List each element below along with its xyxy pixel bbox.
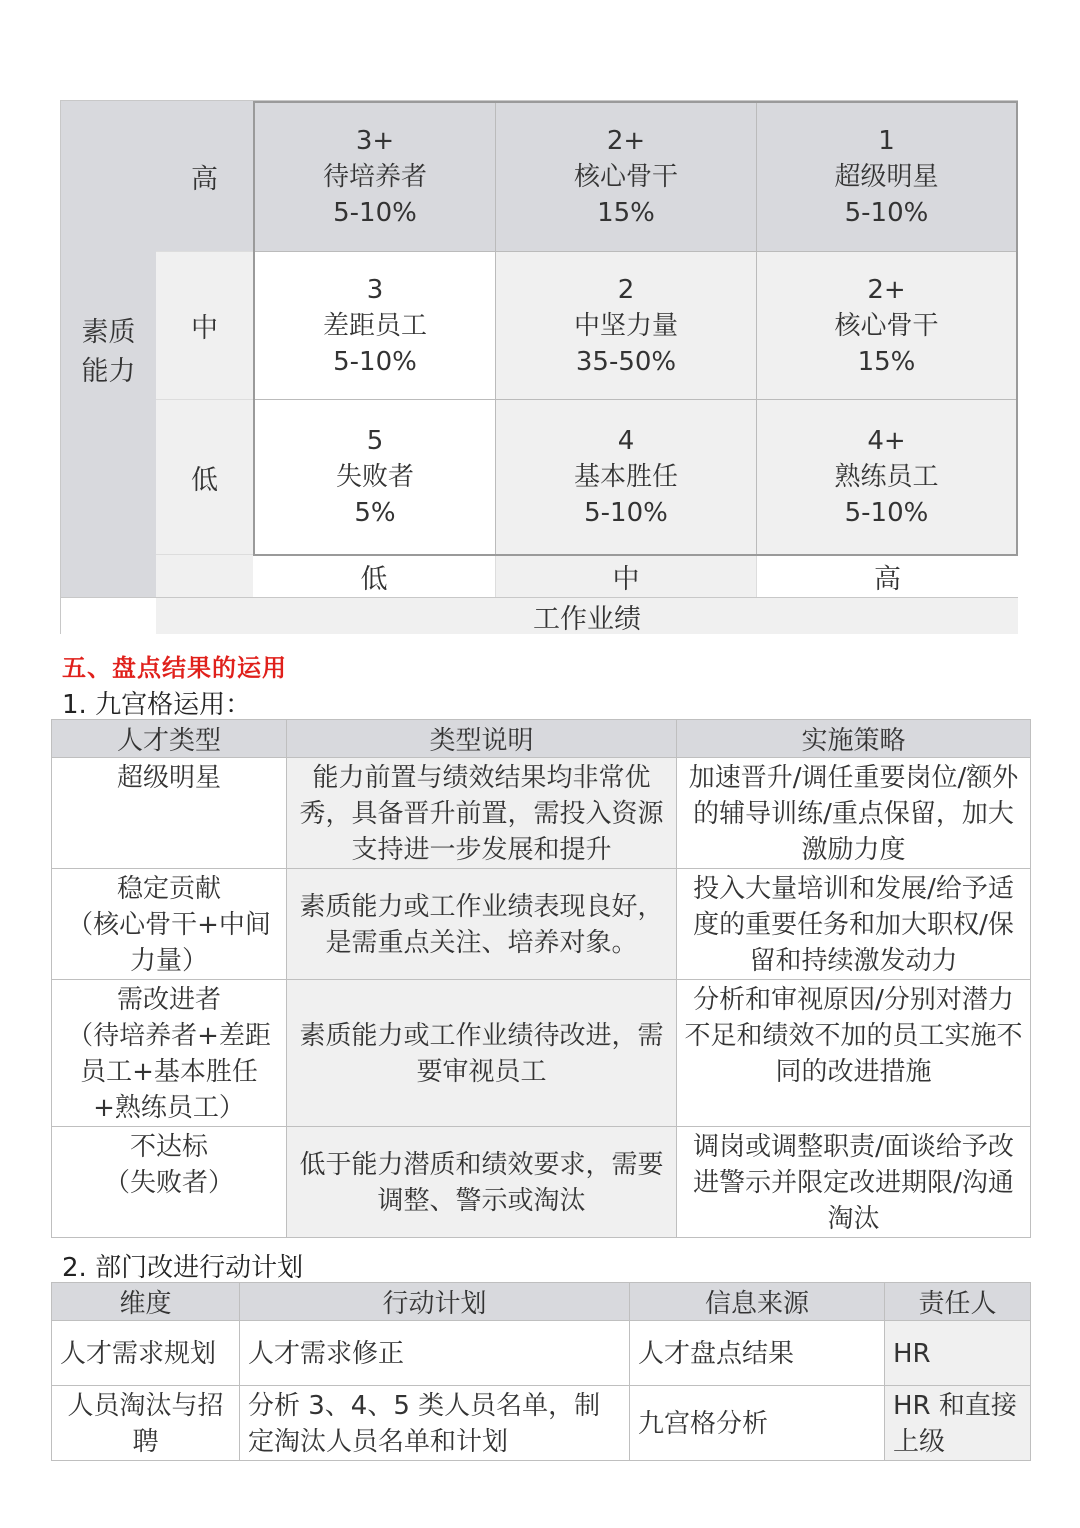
cell-name: 失败者 bbox=[335, 462, 414, 492]
grid-cell-4plus bbox=[757, 400, 1016, 554]
table-row bbox=[52, 980, 1031, 1127]
grid-cell-3plus bbox=[255, 103, 496, 252]
grid-cell-5 bbox=[255, 400, 496, 554]
strategy: 调岗或调整职责/面谈给予改进警示并限定改进期限/沟通淘汰 bbox=[677, 1127, 1031, 1238]
cell-name: 基本胜任 bbox=[573, 462, 678, 492]
type-description: 素质能力或工作业绩待改进，需要审视员工 bbox=[287, 980, 677, 1127]
talent-type: 不达标 （失败者） bbox=[52, 1127, 287, 1238]
sub-heading-action-plan: 2. 部门改进行动计划 bbox=[62, 1253, 304, 1283]
table-row bbox=[52, 758, 1031, 869]
y-axis-label: 素质 能力 bbox=[61, 101, 156, 597]
row-level-low: 低 bbox=[156, 399, 253, 554]
row-level-high: 高 bbox=[156, 101, 253, 251]
section-heading: 五、盘点结果的运用 bbox=[62, 654, 287, 682]
cell-code: 5 bbox=[366, 426, 384, 456]
talent-type: 稳定贡献 （核心骨干+中间力量） bbox=[52, 869, 287, 980]
cell-percent: 5-10% bbox=[844, 498, 929, 528]
dimension: 人才需求规划 bbox=[52, 1321, 240, 1386]
owner: HR bbox=[885, 1321, 1031, 1386]
cell-percent: 35-50% bbox=[575, 346, 677, 377]
cell-code: 2 bbox=[617, 274, 635, 305]
cell-code: 4 bbox=[617, 426, 635, 456]
cell-percent: 5% bbox=[354, 498, 396, 528]
column-header: 实施策略 bbox=[677, 720, 1031, 758]
talent-type: 超级明星 bbox=[52, 758, 287, 869]
cell-percent: 15% bbox=[597, 198, 655, 228]
col-level-high: 高 bbox=[757, 556, 1018, 597]
table-header-row bbox=[52, 720, 1031, 758]
table-row bbox=[52, 869, 1031, 980]
cell-code: 2+ bbox=[867, 274, 906, 305]
nine-grid bbox=[60, 100, 1018, 634]
cell-name: 中坚力量 bbox=[573, 310, 678, 341]
cell-percent: 5-10% bbox=[333, 198, 417, 228]
grid-cell-1 bbox=[757, 103, 1016, 252]
corner-cell bbox=[61, 597, 156, 634]
cell-name: 待培养者 bbox=[322, 162, 427, 192]
table-header-row bbox=[52, 1283, 1031, 1321]
x-axis-label: 工作业绩 bbox=[156, 597, 1018, 634]
column-header: 人才类型 bbox=[52, 720, 287, 758]
type-description: 素质能力或工作业绩表现良好，是需重点关注、培养对象。 bbox=[287, 869, 677, 980]
grid-cell-4 bbox=[496, 400, 757, 554]
dimension: 人员淘汰与招聘 bbox=[52, 1386, 240, 1461]
matrix-frame bbox=[253, 101, 1018, 556]
col-level-low: 低 bbox=[253, 556, 496, 597]
cell-percent: 5-10% bbox=[333, 346, 417, 377]
action-plan: 分析 3、4、5 类人员名单，制定淘汰人员名单和计划 bbox=[240, 1386, 630, 1461]
blank-cell bbox=[156, 554, 253, 597]
cell-code: 3 bbox=[366, 274, 384, 305]
action-plan: 人才需求修正 bbox=[240, 1321, 630, 1386]
grid-cell-2 bbox=[496, 252, 757, 400]
grid-cell-3 bbox=[255, 252, 496, 400]
cell-name: 超级明星 bbox=[834, 162, 939, 192]
cell-name: 差距员工 bbox=[322, 310, 427, 341]
grid-cell-2plus-top bbox=[496, 103, 757, 252]
strategy: 分析和审视原因/分别对潜力不足和绩效不加的员工实施不同的改进措施 bbox=[677, 980, 1031, 1127]
column-header: 维度 bbox=[52, 1283, 240, 1321]
info-source: 九宫格分析 bbox=[630, 1386, 885, 1461]
cell-percent: 15% bbox=[857, 346, 916, 377]
cell-code: 4+ bbox=[867, 426, 906, 456]
sub-heading-nine-grid: 1. 九宫格运用： bbox=[62, 690, 252, 720]
column-header: 信息来源 bbox=[630, 1283, 885, 1321]
row-level-mid: 中 bbox=[156, 251, 253, 399]
owner: HR 和直接上级 bbox=[885, 1386, 1031, 1461]
info-source: 人才盘点结果 bbox=[630, 1321, 885, 1386]
grid-cell-2plus-mid bbox=[757, 252, 1016, 400]
column-header: 类型说明 bbox=[287, 720, 677, 758]
strategy: 加速晋升/调任重要岗位/额外的辅导训练/重点保留，加大激励力度 bbox=[677, 758, 1031, 869]
table-row bbox=[52, 1321, 1031, 1386]
cell-name: 核心骨干 bbox=[834, 310, 939, 341]
col-level-mid: 中 bbox=[496, 556, 757, 597]
type-description: 能力前置与绩效结果均非常优秀，具备晋升前置，需投入资源支持进一步发展和提升 bbox=[287, 758, 677, 869]
cell-code: 1 bbox=[878, 126, 895, 156]
nine-grid-usage-table bbox=[51, 719, 1031, 1238]
strategy: 投入大量培训和发展/给予适度的重要任务和加大职权/保留和持续激发动力 bbox=[677, 869, 1031, 980]
type-description: 低于能力潜质和绩效要求，需要调整、警示或淘汰 bbox=[287, 1127, 677, 1238]
cell-percent: 5-10% bbox=[844, 198, 929, 228]
action-plan-table bbox=[51, 1282, 1031, 1461]
table-row bbox=[52, 1127, 1031, 1238]
table-row bbox=[52, 1386, 1031, 1461]
cell-name: 核心骨干 bbox=[573, 162, 678, 192]
cell-code: 3+ bbox=[355, 126, 395, 156]
cell-name: 熟练员工 bbox=[834, 462, 939, 492]
cell-percent: 5-10% bbox=[584, 498, 668, 528]
column-header: 行动计划 bbox=[240, 1283, 630, 1321]
talent-type: 需改进者 （待培养者+差距员工+基本胜任+熟练员工） bbox=[52, 980, 287, 1127]
cell-code: 2+ bbox=[606, 126, 646, 156]
column-header: 责任人 bbox=[885, 1283, 1031, 1321]
